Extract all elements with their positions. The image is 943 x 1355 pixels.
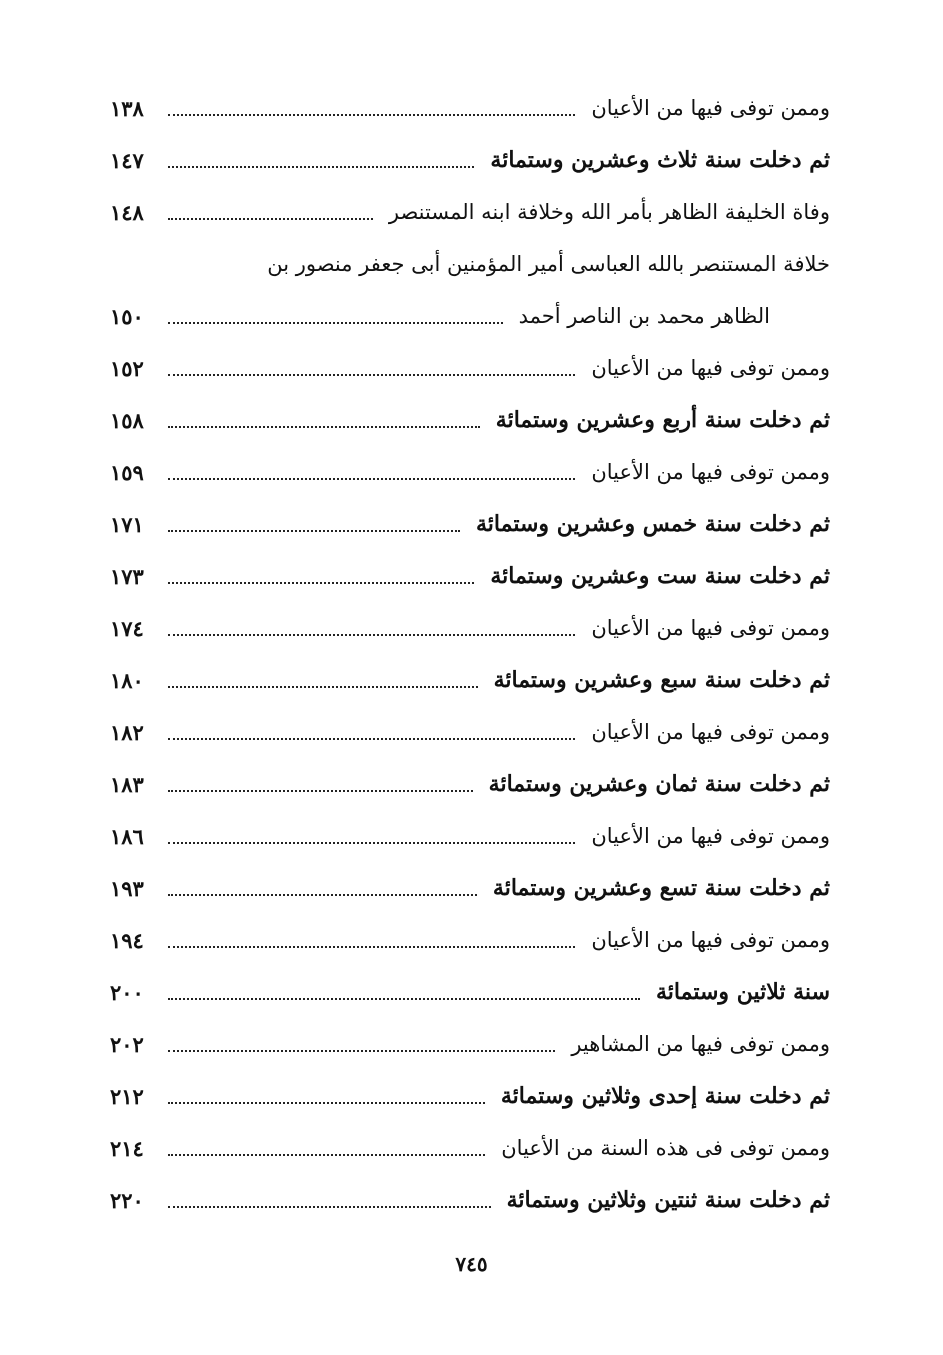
leader-dots — [168, 426, 480, 428]
toc-title: وممن توفى فيها من الأعيان — [591, 824, 830, 848]
toc-page-number: ١٩٤ — [110, 927, 144, 953]
toc-page-number: ١٥٢ — [110, 355, 144, 381]
toc-page-number: ١٨٢ — [110, 719, 144, 745]
toc-entry — [110, 1174, 830, 1226]
leader-dots — [168, 478, 575, 480]
toc-page-number: ٢٠٢ — [110, 1031, 144, 1057]
toc-title: ثم دخلت سنة أربع وعشرين وستمائة — [495, 407, 830, 433]
toc-entry — [110, 1070, 830, 1122]
toc-title: وممن توفى فيها من الأعيان — [591, 928, 830, 952]
leader-dots — [168, 790, 473, 792]
leader-dots — [168, 166, 474, 168]
toc-page-number: ٢١٢ — [110, 1083, 144, 1109]
toc-entry — [110, 498, 830, 550]
leader-dots — [168, 1154, 485, 1156]
toc-entry — [110, 966, 830, 1018]
leader-dots — [168, 582, 474, 584]
page-number: ٧٤٥ — [455, 1252, 488, 1276]
toc-entry — [110, 446, 830, 498]
toc-page-number: ١٤٨ — [110, 199, 144, 225]
leader-dots — [168, 686, 478, 688]
toc-page-number: ١٧٤ — [110, 615, 144, 641]
toc-entry — [110, 134, 830, 186]
toc-page-number: ١٩٣ — [110, 875, 144, 901]
leader-dots — [168, 1102, 485, 1104]
toc-title: ثم دخلت سنة ثمان وعشرين وستمائة — [488, 771, 830, 797]
toc-page-number: ١٨٦ — [110, 823, 144, 849]
toc-title: وممن توفى فى هذه السنة من الأعيان — [501, 1136, 830, 1160]
toc-page-number: ١٥٩ — [110, 459, 144, 485]
leader-dots — [168, 946, 575, 948]
toc-entry — [110, 862, 830, 914]
toc-title: الظاهر محمد بن الناصر أحمد — [518, 304, 770, 328]
toc-title: وممن توفى فيها من الأعيان — [591, 96, 830, 120]
toc-title: وممن توفى فيها من الأعيان — [591, 616, 830, 640]
toc-entry — [110, 1122, 830, 1174]
toc-page-number: ٢٠٠ — [110, 979, 144, 1005]
toc-title: خلافة المستنصر بالله العباسى أمير المؤمنين أبى جعفر منصور بن — [267, 252, 830, 276]
leader-dots — [168, 1206, 491, 1208]
toc-entry — [110, 342, 830, 394]
toc-title: وممن توفى فيها من الأعيان — [591, 460, 830, 484]
toc-entry — [110, 758, 830, 810]
leader-dots — [168, 738, 575, 740]
toc-title: ثم دخلت سنة سبع وعشرين وستمائة — [493, 667, 830, 693]
toc-title: وممن توفى فيها من الأعيان — [591, 720, 830, 744]
leader-dots — [168, 1050, 555, 1052]
toc-entry — [110, 550, 830, 602]
leader-dots — [168, 322, 503, 324]
toc-page-number: ١٥٠ — [110, 303, 144, 329]
toc-entry — [110, 290, 830, 342]
toc-page-number: ١٧١ — [110, 511, 144, 537]
toc-entry — [110, 602, 830, 654]
leader-dots — [168, 530, 460, 532]
leader-dots — [168, 998, 640, 1000]
leader-dots — [168, 374, 575, 376]
toc-page-number: ١٤٧ — [110, 147, 144, 173]
toc-entry — [110, 810, 830, 862]
toc-title: وفاة الخليفة الظاهر بأمر الله وخلافة ابنه المستنصر — [388, 200, 830, 224]
toc-entry — [110, 82, 830, 134]
toc-entry — [110, 914, 830, 966]
toc-page-number: ١٨٠ — [110, 667, 144, 693]
toc-title: وممن توفى فيها من المشاهير — [571, 1032, 830, 1056]
leader-dots — [168, 894, 477, 896]
leader-dots — [168, 842, 575, 844]
toc-page-number: ١٨٣ — [110, 771, 144, 797]
toc-title: ثم دخلت سنة خمس وعشرين وستمائة — [476, 511, 830, 537]
toc-entry — [110, 1018, 830, 1070]
toc-page-number: ١٥٨ — [110, 407, 144, 433]
toc-entry — [110, 394, 830, 446]
toc-page-number: ١٣٨ — [110, 95, 144, 121]
toc-title: ثم دخلت سنة تسع وعشرين وستمائة — [492, 875, 830, 901]
toc-title: ثم دخلت سنة ثنتين وثلاثين وستمائة — [506, 1187, 830, 1213]
toc-title: ثم دخلت سنة إحدى وثلاثين وستمائة — [500, 1083, 830, 1109]
toc-page-number: ٢١٤ — [110, 1135, 144, 1161]
toc-title: وممن توفى فيها من الأعيان — [591, 356, 830, 380]
toc-entry-continuation — [110, 238, 830, 290]
toc-entry — [110, 186, 830, 238]
toc-entry — [110, 706, 830, 758]
leader-dots — [168, 218, 373, 220]
toc-title: ثم دخلت سنة ست وعشرين وستمائة — [490, 563, 830, 589]
toc-title: سنة ثلاثين وستمائة — [656, 979, 830, 1005]
toc-title: ثم دخلت سنة ثلاث وعشرين وستمائة — [490, 147, 830, 173]
leader-dots — [168, 634, 575, 636]
toc-page-number: ٢٢٠ — [110, 1187, 144, 1213]
toc-page-number: ١٧٣ — [110, 563, 144, 589]
leader-dots — [168, 114, 575, 116]
toc-entry — [110, 654, 830, 706]
table-of-contents — [110, 82, 830, 1226]
